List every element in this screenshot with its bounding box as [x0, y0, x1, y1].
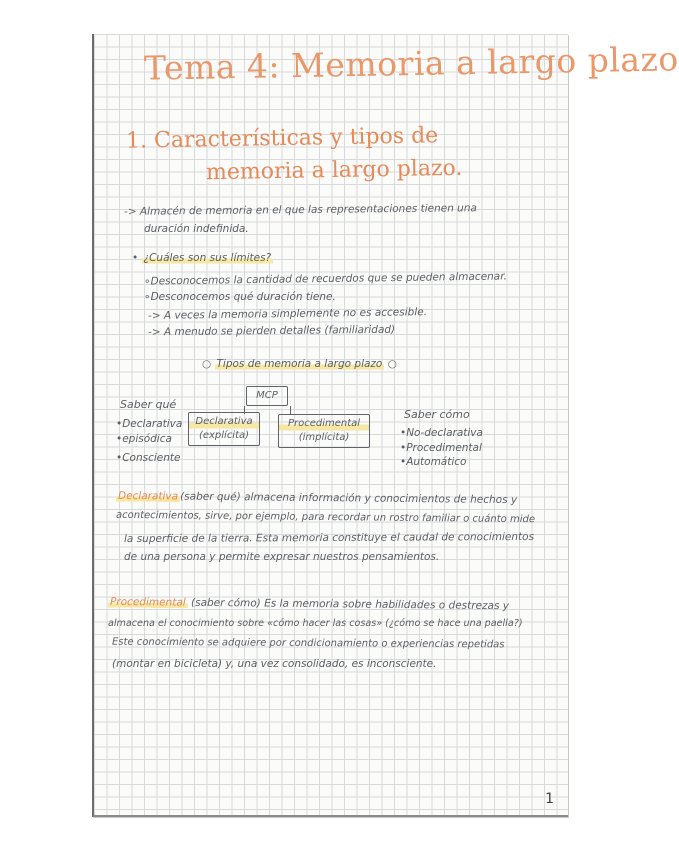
circle-bullet-icon: ○ — [202, 358, 215, 370]
saber-como-item: •Procedimental — [400, 442, 482, 454]
declarativa-line-3: la superficie de la tierra. Esta memoria constituye el caudal de conocimientos — [123, 530, 535, 546]
limits-item-4: -> A menudo se pierden detalles (familiaridad) — [147, 323, 396, 339]
saber-que-title: Saber qué — [120, 398, 177, 411]
declarativa-line-1: Declarativa (saber qué) almacena información y conocimientos de hechos y — [117, 489, 518, 507]
declarativa-box: Declarativa (explícita) — [188, 412, 260, 446]
page-number: 1 — [545, 791, 554, 807]
types-heading: ○ Tipos de memoria a largo plazo ○ — [202, 358, 397, 370]
limits-item-3: -> A veces la memoria simplemente no es accesible. — [147, 306, 428, 322]
saber-que-item: •episódica — [116, 433, 172, 445]
section-heading-line1: 1. Características y tipos de — [125, 123, 439, 154]
saber-que-item: •Declarativa — [116, 418, 183, 430]
limits-question: • ¿Cuáles son sus límites? — [132, 252, 272, 264]
limits-item-2: ∘Desconocemos qué duración tiene. — [144, 291, 336, 303]
declarativa-term: Declarativa — [117, 489, 179, 503]
section-heading-line2: memoria a largo plazo. — [205, 155, 463, 186]
limits-item-1: ∘Desconocemos la cantidad de recuerdos que se pueden almacenar. — [143, 270, 507, 288]
saber-como-item: •Automático — [400, 456, 467, 468]
page-title: Tema 4: Memoria a largo plazo — [143, 39, 679, 88]
declarativa-line-2: acontecimientos, sirve, por ejemplo, para recordar un rostro familiar o cuánto mide — [115, 509, 536, 526]
circle-bullet-icon: ○ — [384, 358, 397, 370]
connector-line — [290, 406, 291, 414]
procedimental-line-4: (montar en bicicleta) y, una vez consolidado, es inconsciente. — [112, 658, 437, 670]
bullet-icon: • — [132, 252, 142, 264]
intro-line1: -> Almacén de memoria en el que las representaciones tienen una — [123, 202, 477, 218]
saber-que-item: •Consciente — [116, 452, 181, 464]
intro-line2: duración indefinida. — [144, 223, 249, 235]
declarativa-line-4: de una persona y permite expresar nuestros pensamientos. — [124, 551, 440, 563]
saber-como-item: •No-declarativa — [400, 427, 483, 439]
procedimental-line-2: almacena el conocimiento sobre «cómo hacer las cosas» (¿cómo se hace una paella?) — [108, 618, 523, 629]
procedimental-box: Procedimental (implícita) — [278, 414, 370, 448]
procedimental-line-1: Procedimental (saber cómo) Es la memoria sobre habilidades o destrezas y — [109, 595, 510, 613]
notebook-page — [92, 34, 679, 817]
procedimental-term: Procedimental — [109, 595, 186, 609]
mcp-box: MCP — [246, 386, 288, 406]
procedimental-line-3: Este conocimiento se adquiere por condicionamiento o experiencias repetidas — [111, 636, 505, 651]
saber-como-title: Saber cómo — [404, 408, 470, 421]
